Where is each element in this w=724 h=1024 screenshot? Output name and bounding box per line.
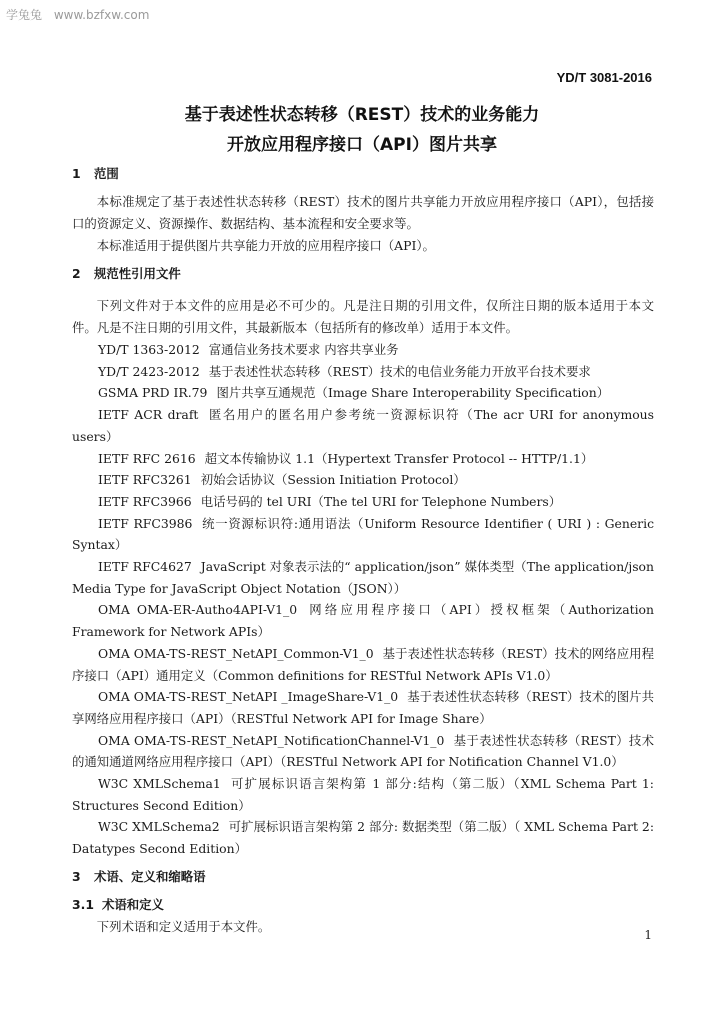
reference-title: 基于表述性状态转移（REST）技术的电信业务能力开放平台技术要求 — [208, 363, 591, 379]
reference-title: 电话号码的 tel URI（The tel URI for Telephone Numbers） — [200, 493, 562, 509]
reference-item — [72, 599, 654, 642]
section-number: 2 — [72, 266, 81, 281]
document-body — [72, 163, 654, 938]
references-intro: 下列文件对于本文件的应用是必不可少的。凡是注日期的引用文件，仅所注日期的版本适用于本文件。凡是不注日期的引用文件，其最新版本（包括所有的修改单）适用于本文件。 — [72, 298, 654, 335]
section-title: 范围 — [94, 166, 119, 181]
reference-title: 基于表述性状态转移（REST）技术的通知通道网络应用程序接口（API）（RESTful Network API for Notification Channel V1.0） — [72, 732, 654, 770]
reference-title: JavaScript 对象表示法的“ application/json” 媒体类型（The application/json Media Type for JavaScript Object Notation（JSON）） — [72, 559, 654, 596]
reference-item — [72, 686, 654, 729]
reference-title: 富通信业务技术要求 内容共享业务 — [208, 342, 399, 357]
reference-code: GSMA PRD IR.79 — [98, 385, 208, 401]
reference-code: OMA OMA-ER-Autho4API-V1_0 — [98, 602, 298, 618]
reference-title: 网络应用程序接口（API）授权框架（Authorization Framework for Network APIs） — [72, 602, 654, 640]
reference-code: OMA OMA-TS-REST_NetAPI _ImageShare-V1_0 — [98, 689, 399, 705]
reference-item — [72, 448, 654, 470]
reference-item — [72, 643, 654, 686]
reference-title: 可扩展标识语言架构第 1 部分:结构（第二版）（XML Schema Part 1: Structures Second Edition） — [72, 776, 654, 813]
reference-code: YD/T 2423-2012 — [98, 363, 200, 379]
reference-item — [72, 404, 654, 447]
section-heading-scope — [72, 163, 654, 185]
scope-paragraph-1: 本标准规定了基于表述性状态转移（REST）技术的图片共享能力开放应用程序接口（API），包括接口的资源定义、资源操作、数据结构、基本流程和安全要求等。 — [72, 194, 654, 231]
reference-title: 超文本传输协议 1.1（Hypertext Transfer Protocol -- HTTP/1.1） — [204, 450, 594, 466]
section-title: 术语、定义和缩略语 — [94, 868, 206, 884]
section-number: 1 — [72, 166, 81, 181]
reference-code: IETF RFC 2616 — [98, 450, 196, 466]
reference-title: 基于表述性状态转移（REST）技术的网络应用程序接口（API）通用定义（Common definitions for RESTful Network APIs V1.0） — [72, 645, 654, 683]
reference-item — [72, 513, 654, 556]
reference-title: 统一资源标识符:通用语法（Uniform Resource Identifier ( URI ) : Generic Syntax） — [72, 515, 655, 553]
reference-item — [72, 816, 654, 859]
watermark — [6, 6, 149, 23]
reference-title: 基于表述性状态转移（REST）技术的图片共享网络应用程序接口（API）（RESTful Network API for Image Share） — [72, 689, 654, 726]
scope-paragraph-2: 本标准适用于提供图片共享能力开放的应用程序接口（API）。 — [96, 238, 435, 253]
reference-title: 初始会话协议（Session Initiation Protocol） — [200, 472, 466, 488]
subsection-number: 3.1 — [72, 896, 94, 912]
reference-item — [72, 382, 654, 404]
reference-code: IETF RFC3986 — [98, 515, 193, 531]
terms-intro: 下列术语和定义适用于本文件。 — [96, 918, 271, 934]
subsection-heading-terms-definitions — [72, 894, 654, 916]
title-line-2: 开放应用程序接口（API）图片共享 — [227, 135, 497, 155]
reference-code: W3C XMLSchema1 — [98, 776, 221, 792]
subsection-title: 术语和定义 — [102, 896, 164, 912]
reference-code: W3C XMLSchema2 — [98, 819, 220, 835]
reference-item — [72, 361, 654, 383]
page-number: 1 — [644, 928, 652, 942]
reference-item — [72, 773, 654, 816]
reference-title: 图片共享互通规范（Image Share Interoperability Specification） — [216, 385, 610, 401]
reference-code: IETF ACR draft — [98, 407, 199, 423]
reference-title: 匿名用户的匿名用户参考统一资源标识符（The acr URI for anonymous users） — [72, 407, 654, 444]
reference-list — [72, 339, 654, 860]
title-line-1: 基于表述性状态转移（REST）技术的业务能力 — [184, 105, 540, 125]
reference-item — [72, 556, 654, 599]
section-title: 规范性引用文件 — [94, 266, 181, 281]
reference-item — [72, 339, 654, 361]
section-number: 3 — [72, 868, 81, 884]
reference-title: 可扩展标识语言架构第 2 部分: 数据类型（第二版）（ XML Schema Part 2: Datatypes Second Edition） — [72, 819, 654, 857]
document-title — [0, 100, 724, 160]
reference-code: YD/T 1363-2012 — [98, 342, 200, 357]
reference-code: OMA OMA-TS-REST_NetAPI_NotificationChannel-V1_0 — [98, 732, 445, 748]
reference-code: IETF RFC4627 — [98, 559, 192, 575]
reference-item — [72, 469, 654, 491]
reference-item — [72, 730, 654, 773]
standard-code: YD/T 3081-2016 — [556, 70, 652, 85]
reference-code: IETF RFC3261 — [98, 472, 192, 488]
section-heading-normative-references — [72, 263, 654, 285]
watermark-site-name: 学兔兔 — [6, 8, 43, 22]
reference-item — [72, 491, 654, 513]
reference-code: IETF RFC3966 — [98, 493, 192, 509]
watermark-site-url: www.bzfxw.com — [53, 8, 150, 22]
section-heading-terms — [72, 866, 654, 888]
reference-code: OMA OMA-TS-REST_NetAPI_Common-V1_0 — [98, 645, 374, 661]
